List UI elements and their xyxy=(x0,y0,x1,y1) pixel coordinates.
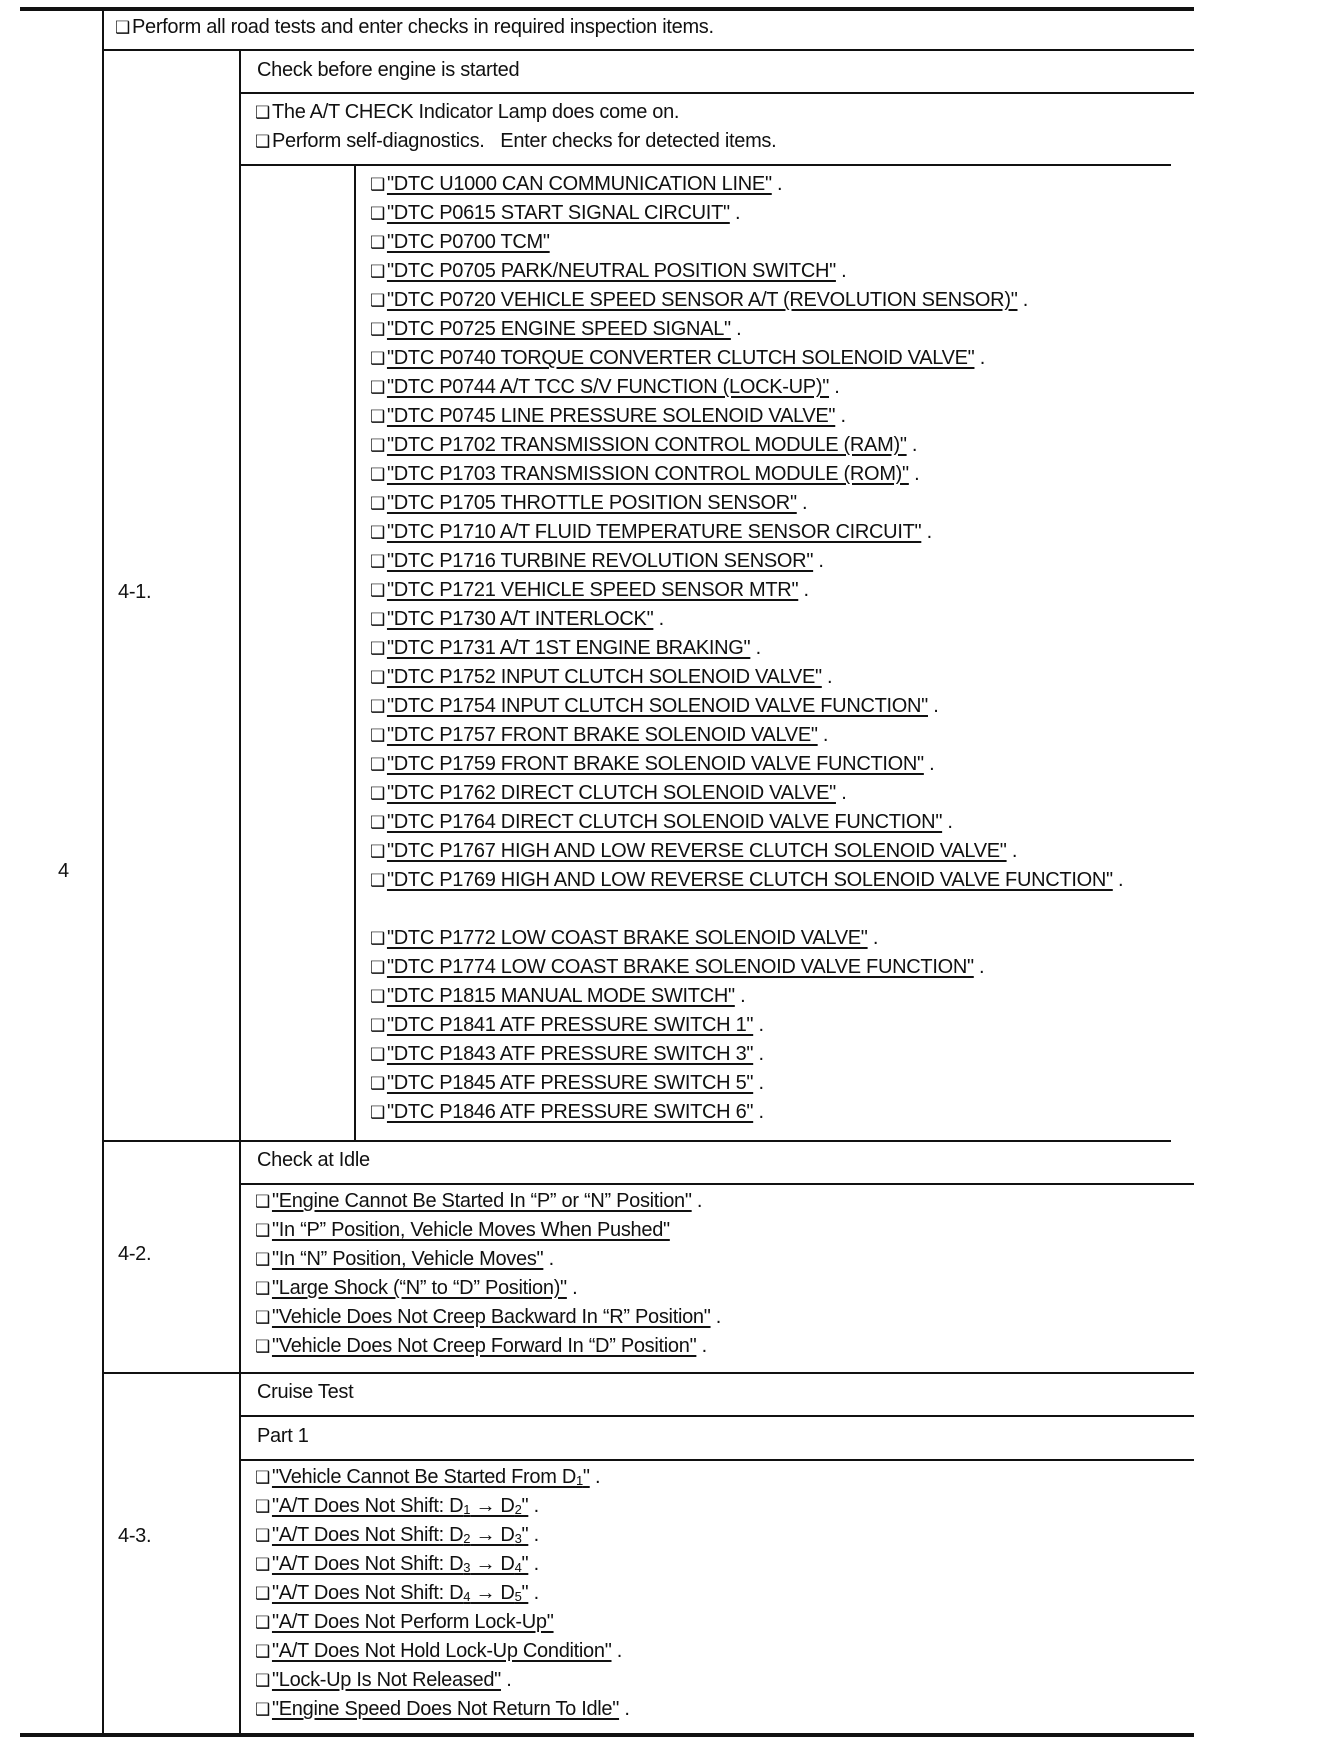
item-link[interactable]: "DTC P1774 LOW COAST BRAKE SOLENOID VALVE FUNCTION" xyxy=(386,956,974,978)
item-suffix: . xyxy=(729,202,741,224)
item-link[interactable]: "A/T Does Not Shift: $D_2 \to D_3$" xyxy=(271,1524,529,1546)
item-suffix: . xyxy=(813,550,824,572)
item-suffix: . xyxy=(927,695,939,717)
list-item xyxy=(255,1463,630,1492)
checkbox-icon[interactable]: ❑ xyxy=(370,842,385,861)
item-link[interactable]: "DTC P1762 DIRECT CLUTCH SOLENOID VALVE" xyxy=(386,782,836,804)
list-item xyxy=(370,518,1160,547)
checkbox-icon[interactable]: ❑ xyxy=(370,552,385,571)
item-link[interactable]: "DTC P1716 TURBINE REVOLUTION SENSOR" xyxy=(386,550,814,572)
list-item xyxy=(370,489,1160,518)
item-suffix: . xyxy=(528,1524,539,1546)
item-suffix: . xyxy=(500,1669,512,1691)
checkbox-icon[interactable]: ❑ xyxy=(370,175,385,194)
list-item xyxy=(370,808,1160,837)
item-suffix: . xyxy=(734,985,746,1007)
indicator-check[interactable] xyxy=(255,98,679,127)
list-item xyxy=(370,257,1160,286)
checkbox-icon[interactable]: ❑ xyxy=(255,1642,270,1661)
item-suffix: . xyxy=(543,1248,554,1270)
item-suffix: . xyxy=(867,927,879,949)
checkbox-icon[interactable]: ❑ xyxy=(370,233,385,252)
checkbox-icon[interactable]: ❑ xyxy=(370,320,385,339)
item-suffix: . xyxy=(691,1190,703,1212)
checkbox-icon[interactable]: ❑ xyxy=(255,1468,270,1487)
item-suffix: . xyxy=(908,463,920,485)
list-item xyxy=(370,576,1160,605)
item-link[interactable]: "DTC P0740 TORQUE CONVERTER CLUTCH SOLENOID VALVE" xyxy=(386,347,975,369)
item-suffix: . xyxy=(730,318,742,340)
checkbox-icon[interactable]: ❑ xyxy=(255,1526,270,1545)
list-item xyxy=(370,170,1160,199)
item-suffix: . xyxy=(798,579,809,601)
check-text: Perform self-diagnostics. Enter checks for detected items. xyxy=(271,130,777,152)
item-link[interactable]: "A/T Does Not Shift: $D_4 \to D_5$" xyxy=(271,1582,529,1604)
checkbox-icon[interactable]: ❑ xyxy=(255,1279,270,1298)
item-suffix: . xyxy=(1006,840,1018,862)
checkbox-icon[interactable]: ❑ xyxy=(370,755,385,774)
checkbox-icon[interactable]: ❑ xyxy=(255,1337,270,1356)
list-item xyxy=(255,1579,630,1608)
item-suffix: . xyxy=(753,1043,764,1065)
checkbox-icon[interactable]: ❑ xyxy=(370,987,385,1006)
item-suffix: . xyxy=(611,1640,623,1662)
cruise-check-list xyxy=(255,1463,630,1724)
item-link[interactable]: "DTC P1703 TRANSMISSION CONTROL MODULE (ROM)" xyxy=(386,463,909,485)
item-link[interactable]: "DTC P1752 INPUT CLUTCH SOLENOID VALVE" xyxy=(386,666,822,688)
bottom-border xyxy=(20,1733,1194,1737)
item-suffix: . xyxy=(528,1495,539,1517)
item-suffix: . xyxy=(835,782,847,804)
item-suffix: . xyxy=(1017,289,1029,311)
item-suffix: . xyxy=(821,666,833,688)
checkbox-icon[interactable]: ❑ xyxy=(370,813,385,832)
item-link[interactable]: "Vehicle Does Not Creep Backward In “R” Position" xyxy=(271,1306,711,1328)
checkbox-icon[interactable]: ❑ xyxy=(370,1045,385,1064)
row-divider xyxy=(103,49,1194,51)
item-suffix: . xyxy=(528,1582,539,1604)
list-item xyxy=(370,721,1160,750)
list-item xyxy=(255,1245,721,1274)
list-item xyxy=(370,634,1160,663)
item-link[interactable]: "DTC P1721 VEHICLE SPEED SENSOR MTR" xyxy=(386,579,799,601)
item-link[interactable]: "DTC P1754 INPUT CLUTCH SOLENOID VALVE FUNCTION" xyxy=(386,695,928,717)
col-divider-1 xyxy=(102,8,104,1736)
list-item xyxy=(370,199,1160,228)
checkbox-icon[interactable]: ❑ xyxy=(255,1613,270,1632)
checkbox-icon[interactable]: ❑ xyxy=(370,610,385,629)
checkbox-icon[interactable]: ❑ xyxy=(370,349,385,368)
list-item xyxy=(255,1666,630,1695)
checkbox-icon[interactable]: ❑ xyxy=(370,929,385,948)
checkbox-icon[interactable]: ❑ xyxy=(255,1192,270,1211)
header-cruise-test: Cruise Test xyxy=(257,1381,354,1403)
list-item xyxy=(255,1187,721,1216)
list-item xyxy=(370,953,1160,982)
list-item xyxy=(370,750,1160,779)
item-suffix: . xyxy=(653,608,664,630)
list-item xyxy=(370,837,1160,866)
item-suffix: . xyxy=(771,173,783,195)
checkbox-icon[interactable]: ❑ xyxy=(370,204,385,223)
item-link[interactable]: "DTC U1000 CAN COMMUNICATION LINE" xyxy=(386,173,772,195)
row-divider xyxy=(240,164,1171,166)
list-item xyxy=(255,1216,721,1245)
item-suffix: . xyxy=(696,1335,707,1357)
checkbox-icon[interactable]: ❑ xyxy=(255,1221,270,1240)
item-link[interactable]: "DTC P1702 TRANSMISSION CONTROL MODULE (RAM)" xyxy=(386,434,907,456)
item-link[interactable]: "DTC P1846 ATF PRESSURE SWITCH 6" xyxy=(386,1101,754,1123)
list-item xyxy=(370,344,1160,373)
item-link[interactable]: "Vehicle Does Not Creep Forward In “D” Position" xyxy=(271,1335,697,1357)
item-link[interactable]: "In “P” Position, Vehicle Moves When Pushed" xyxy=(271,1219,670,1241)
item-suffix: . xyxy=(753,1072,764,1094)
item-suffix: . xyxy=(942,811,953,833)
section-label-4-1: 4-1. xyxy=(118,581,152,603)
list-item xyxy=(370,779,1160,808)
checkbox-icon[interactable]: ❑ xyxy=(370,639,385,658)
list-item xyxy=(370,315,1160,344)
item-link[interactable]: "A/T Does Not Hold Lock-Up Condition" xyxy=(271,1640,612,1662)
item-link[interactable]: "DTC P1772 LOW COAST BRAKE SOLENOID VALVE" xyxy=(386,927,868,949)
item-link[interactable]: "Lock-Up Is Not Released" xyxy=(271,1669,501,1691)
list-item xyxy=(370,982,1160,1011)
checkbox-icon[interactable]: ❑ xyxy=(370,1103,385,1122)
row-divider xyxy=(240,92,1194,94)
item-link[interactable]: "DTC P0745 LINE PRESSURE SOLENOID VALVE" xyxy=(386,405,836,427)
list-item xyxy=(255,1492,630,1521)
self-diagnostics-check[interactable] xyxy=(255,127,776,156)
list-item xyxy=(370,1011,1160,1040)
checkbox-icon[interactable]: ❑ xyxy=(255,1700,270,1719)
list-item xyxy=(255,1332,721,1361)
item-link[interactable]: "In “N” Position, Vehicle Moves" xyxy=(271,1248,544,1270)
dtc-list xyxy=(370,170,1160,1127)
item-link[interactable]: "DTC P1841 ATF PRESSURE SWITCH 1" xyxy=(386,1014,754,1036)
item-suffix: . xyxy=(753,1014,764,1036)
list-item xyxy=(370,460,1160,489)
list-item xyxy=(370,431,1160,460)
row-divider xyxy=(240,1459,1194,1461)
checkbox-icon[interactable]: ❑ xyxy=(255,132,270,151)
item-link[interactable]: "DTC P1730 A/T INTERLOCK" xyxy=(386,608,654,630)
list-item xyxy=(370,605,1160,634)
item-link[interactable]: "DTC P1759 FRONT BRAKE SOLENOID VALVE FUNCTION" xyxy=(386,753,924,775)
top-border xyxy=(20,7,1194,11)
row-divider xyxy=(103,1372,1194,1374)
list-item xyxy=(370,1069,1160,1098)
checkbox-icon[interactable]: ❑ xyxy=(370,581,385,600)
list-item xyxy=(370,373,1160,402)
list-item xyxy=(370,924,1160,953)
item-link[interactable]: "DTC P1764 DIRECT CLUTCH SOLENOID VALVE FUNCTION" xyxy=(386,811,943,833)
list-item xyxy=(370,663,1160,692)
item-link[interactable]: "DTC P1710 A/T FLUID TEMPERATURE SENSOR CIRCUIT" xyxy=(386,521,922,543)
item-link[interactable]: "DTC P1815 MANUAL MODE SWITCH" xyxy=(386,985,735,1007)
subheader-part-1: Part 1 xyxy=(257,1425,309,1447)
col-divider-2 xyxy=(239,50,241,1736)
checkbox-icon[interactable]: ❑ xyxy=(370,697,385,716)
item-suffix: . xyxy=(973,956,985,978)
row-divider xyxy=(240,1183,1194,1185)
list-item xyxy=(255,1608,630,1637)
item-link[interactable]: "DTC P0705 PARK/NEUTRAL POSITION SWITCH" xyxy=(386,260,836,282)
item-suffix: . xyxy=(817,724,829,746)
checkbox-icon[interactable]: ❑ xyxy=(370,958,385,977)
idle-check-list xyxy=(255,1187,721,1361)
intro-check[interactable] xyxy=(115,13,714,42)
checkbox-icon[interactable]: ❑ xyxy=(370,494,385,513)
checkbox-icon[interactable]: ❑ xyxy=(255,1250,270,1269)
checkbox-icon[interactable]: ❑ xyxy=(370,378,385,397)
checkbox-icon[interactable]: ❑ xyxy=(370,1016,385,1035)
list-item xyxy=(255,1695,630,1724)
item-link[interactable]: "Large Shock (“N” to “D” Position)" xyxy=(271,1277,567,1299)
item-link[interactable]: "DTC P1845 ATF PRESSURE SWITCH 5" xyxy=(386,1072,754,1094)
item-link[interactable]: "DTC P0720 VEHICLE SPEED SENSOR A/T (REVOLUTION SENSOR)" xyxy=(386,289,1018,311)
row-divider xyxy=(103,1140,1171,1142)
checkbox-icon[interactable]: ❑ xyxy=(370,668,385,687)
header-before-start: Check before engine is started xyxy=(257,59,520,81)
item-suffix: . xyxy=(829,376,840,398)
item-link[interactable]: "A/T Does Not Shift: $D_1 \to D_2$" xyxy=(271,1495,529,1517)
checkbox-icon[interactable]: ❑ xyxy=(370,262,385,281)
item-link[interactable]: "Vehicle Cannot Be Started From $D_1$" xyxy=(271,1466,590,1488)
item-suffix: . xyxy=(528,1553,539,1575)
list-item xyxy=(370,547,1160,576)
list-item xyxy=(255,1550,630,1579)
item-suffix: . xyxy=(906,434,918,456)
item-suffix: . xyxy=(974,347,985,369)
item-link[interactable]: "Engine Cannot Be Started In “P” or “N” Position" xyxy=(271,1190,692,1212)
col-divider-3 xyxy=(354,165,356,1141)
item-suffix: . xyxy=(1112,869,1124,891)
item-link[interactable]: "Engine Speed Does Not Return To Idle" xyxy=(271,1698,620,1720)
list-item xyxy=(370,402,1160,431)
item-link[interactable]: "DTC P0700 TCM" xyxy=(386,231,550,253)
list-item xyxy=(255,1303,721,1332)
list-item xyxy=(370,286,1160,315)
checkbox-icon[interactable]: ❑ xyxy=(370,523,385,542)
header-idle: Check at Idle xyxy=(257,1149,370,1171)
list-item xyxy=(370,1098,1160,1127)
list-item xyxy=(255,1274,721,1303)
item-suffix: . xyxy=(923,753,935,775)
checkbox-icon[interactable]: ❑ xyxy=(255,1497,270,1516)
item-link[interactable]: "DTC P0615 START SIGNAL CIRCUIT" xyxy=(386,202,730,224)
item-suffix: . xyxy=(710,1306,722,1328)
list-item xyxy=(255,1521,630,1550)
checkbox-icon[interactable]: ❑ xyxy=(370,436,385,455)
checkbox-icon[interactable]: ❑ xyxy=(255,1308,270,1327)
item-suffix: . xyxy=(589,1466,601,1488)
item-link[interactable]: "DTC P0744 A/T TCC S/V FUNCTION (LOCK-UP)" xyxy=(386,376,830,398)
checkbox-icon[interactable]: ❑ xyxy=(255,1555,270,1574)
item-suffix: . xyxy=(619,1698,630,1720)
list-item xyxy=(370,228,1160,257)
item-link[interactable]: "DTC P0725 ENGINE SPEED SIGNAL" xyxy=(386,318,731,340)
item-link[interactable]: "A/T Does Not Perform Lock-Up" xyxy=(271,1611,554,1633)
item-suffix: . xyxy=(796,492,808,514)
list-item xyxy=(370,692,1160,721)
list-item xyxy=(370,1040,1160,1069)
checkbox-icon[interactable]: ❑ xyxy=(255,103,270,122)
checkbox-icon[interactable]: ❑ xyxy=(370,465,385,484)
item-link[interactable]: "A/T Does Not Shift: $D_3 \to D_4$" xyxy=(271,1553,529,1575)
item-link[interactable]: "DTC P1769 HIGH AND LOW REVERSE CLUTCH SOLENOID VALVE FUNCTION" xyxy=(386,869,1113,891)
section-label-4-3: 4-3. xyxy=(118,1525,152,1547)
checkbox-icon[interactable]: ❑ xyxy=(370,291,385,310)
checkbox-icon[interactable]: ❑ xyxy=(115,18,130,37)
item-link[interactable]: "DTC P1705 THROTTLE POSITION SENSOR" xyxy=(386,492,797,514)
checkbox-icon[interactable]: ❑ xyxy=(370,726,385,745)
checkbox-icon[interactable]: ❑ xyxy=(370,784,385,803)
item-link[interactable]: "DTC P1843 ATF PRESSURE SWITCH 3" xyxy=(386,1043,754,1065)
item-suffix: . xyxy=(566,1277,578,1299)
item-link[interactable]: "DTC P1767 HIGH AND LOW REVERSE CLUTCH SOLENOID VALVE" xyxy=(386,840,1007,862)
checkbox-icon[interactable]: ❑ xyxy=(370,1074,385,1093)
list-item xyxy=(370,866,1160,924)
item-link[interactable]: "DTC P1757 FRONT BRAKE SOLENOID VALVE" xyxy=(386,724,818,746)
item-suffix: . xyxy=(921,521,932,543)
checkbox-icon[interactable]: ❑ xyxy=(255,1584,270,1603)
intro-text: Perform all road tests and enter checks in required inspection items. xyxy=(131,16,714,38)
item-suffix: . xyxy=(753,1101,764,1123)
item-link[interactable]: "DTC P1731 A/T 1ST ENGINE BRAKING" xyxy=(386,637,751,659)
checkbox-icon[interactable]: ❑ xyxy=(370,871,385,890)
item-suffix: . xyxy=(750,637,761,659)
checkbox-icon[interactable]: ❑ xyxy=(255,1671,270,1690)
item-suffix: . xyxy=(835,405,846,427)
check-text: The A/T CHECK Indicator Lamp does come on. xyxy=(271,101,680,123)
checkbox-icon[interactable]: ❑ xyxy=(370,407,385,426)
section-label-4-2: 4-2. xyxy=(118,1243,152,1265)
item-suffix: . xyxy=(835,260,847,282)
step-number: 4 xyxy=(58,860,69,882)
row-divider xyxy=(240,1415,1194,1417)
list-item xyxy=(255,1637,630,1666)
